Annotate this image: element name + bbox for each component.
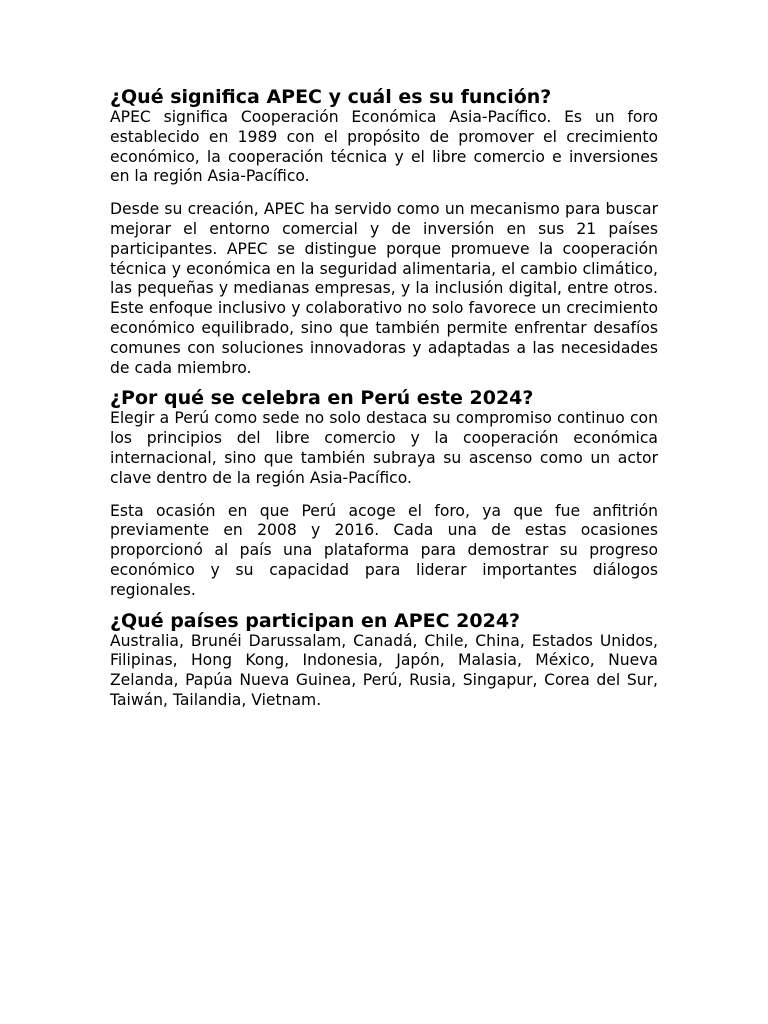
paragraph: Australia, Brunéi Darussalam, Canadá, Chile, China, Estados Unidos, Filipinas, Hong Kong, Indonesia, Japón, Malasia, México, Nueva Zelanda, Papúa Nueva Guinea, Perú, Rusia, Singapur, Corea del Sur, Taiwán, Tailandia, Vietnam. <box>110 631 658 709</box>
section-heading: ¿Qué significa APEC y cuál es su función? <box>110 86 552 108</box>
paragraph: Desde su creación, APEC ha servido como un mecanismo para buscar mejorar el entorno comercial y de inversión en sus 21 países participantes. APEC se distingue porque promueve la cooperación técnica y económica en la seguridad alimentaria, el cambio climático, las pequeñas y medianas empresas, y la inclusión digital, entre otros. Este enfoque inclusivo y colaborativo no solo favorece un crecimiento económico equilibrado, sino que también permite enfrentar desafíos comunes con soluciones innovadoras y adaptadas a las necesidades de cada miembro. <box>110 200 658 377</box>
section-peru-host <box>110 387 658 600</box>
paragraph: APEC significa Cooperación Económica Asia-Pacífico. Es un foro establecido en 1989 con el propósito de promover el crecimiento económico, la cooperación técnica y el libre comercio e inversiones en la región Asia-Pacífico. <box>110 108 658 186</box>
section-participating-countries <box>110 610 658 711</box>
section-heading: ¿Por qué se celebra en Perú este 2024? <box>110 387 534 410</box>
paragraph: Elegir a Perú como sede no solo destaca su compromiso continuo con los principios del libre comercio y la cooperación económica internacional, sino que también subraya su ascenso como un actor clave dentro de la región Asia-Pacífico. <box>110 409 658 487</box>
document-page <box>110 86 658 711</box>
section-apec-definition <box>110 86 658 378</box>
section-heading: ¿Qué países participan en APEC 2024? <box>110 609 521 632</box>
paragraph: Esta ocasión en que Perú acoge el foro, ya que fue anfitrión previamente en 2008 y 2016. Cada una de estas ocasiones proporcionó al país una plataforma para demostrar su progreso económico y su capacidad para liderar importantes diálogos regionales. <box>110 501 658 599</box>
